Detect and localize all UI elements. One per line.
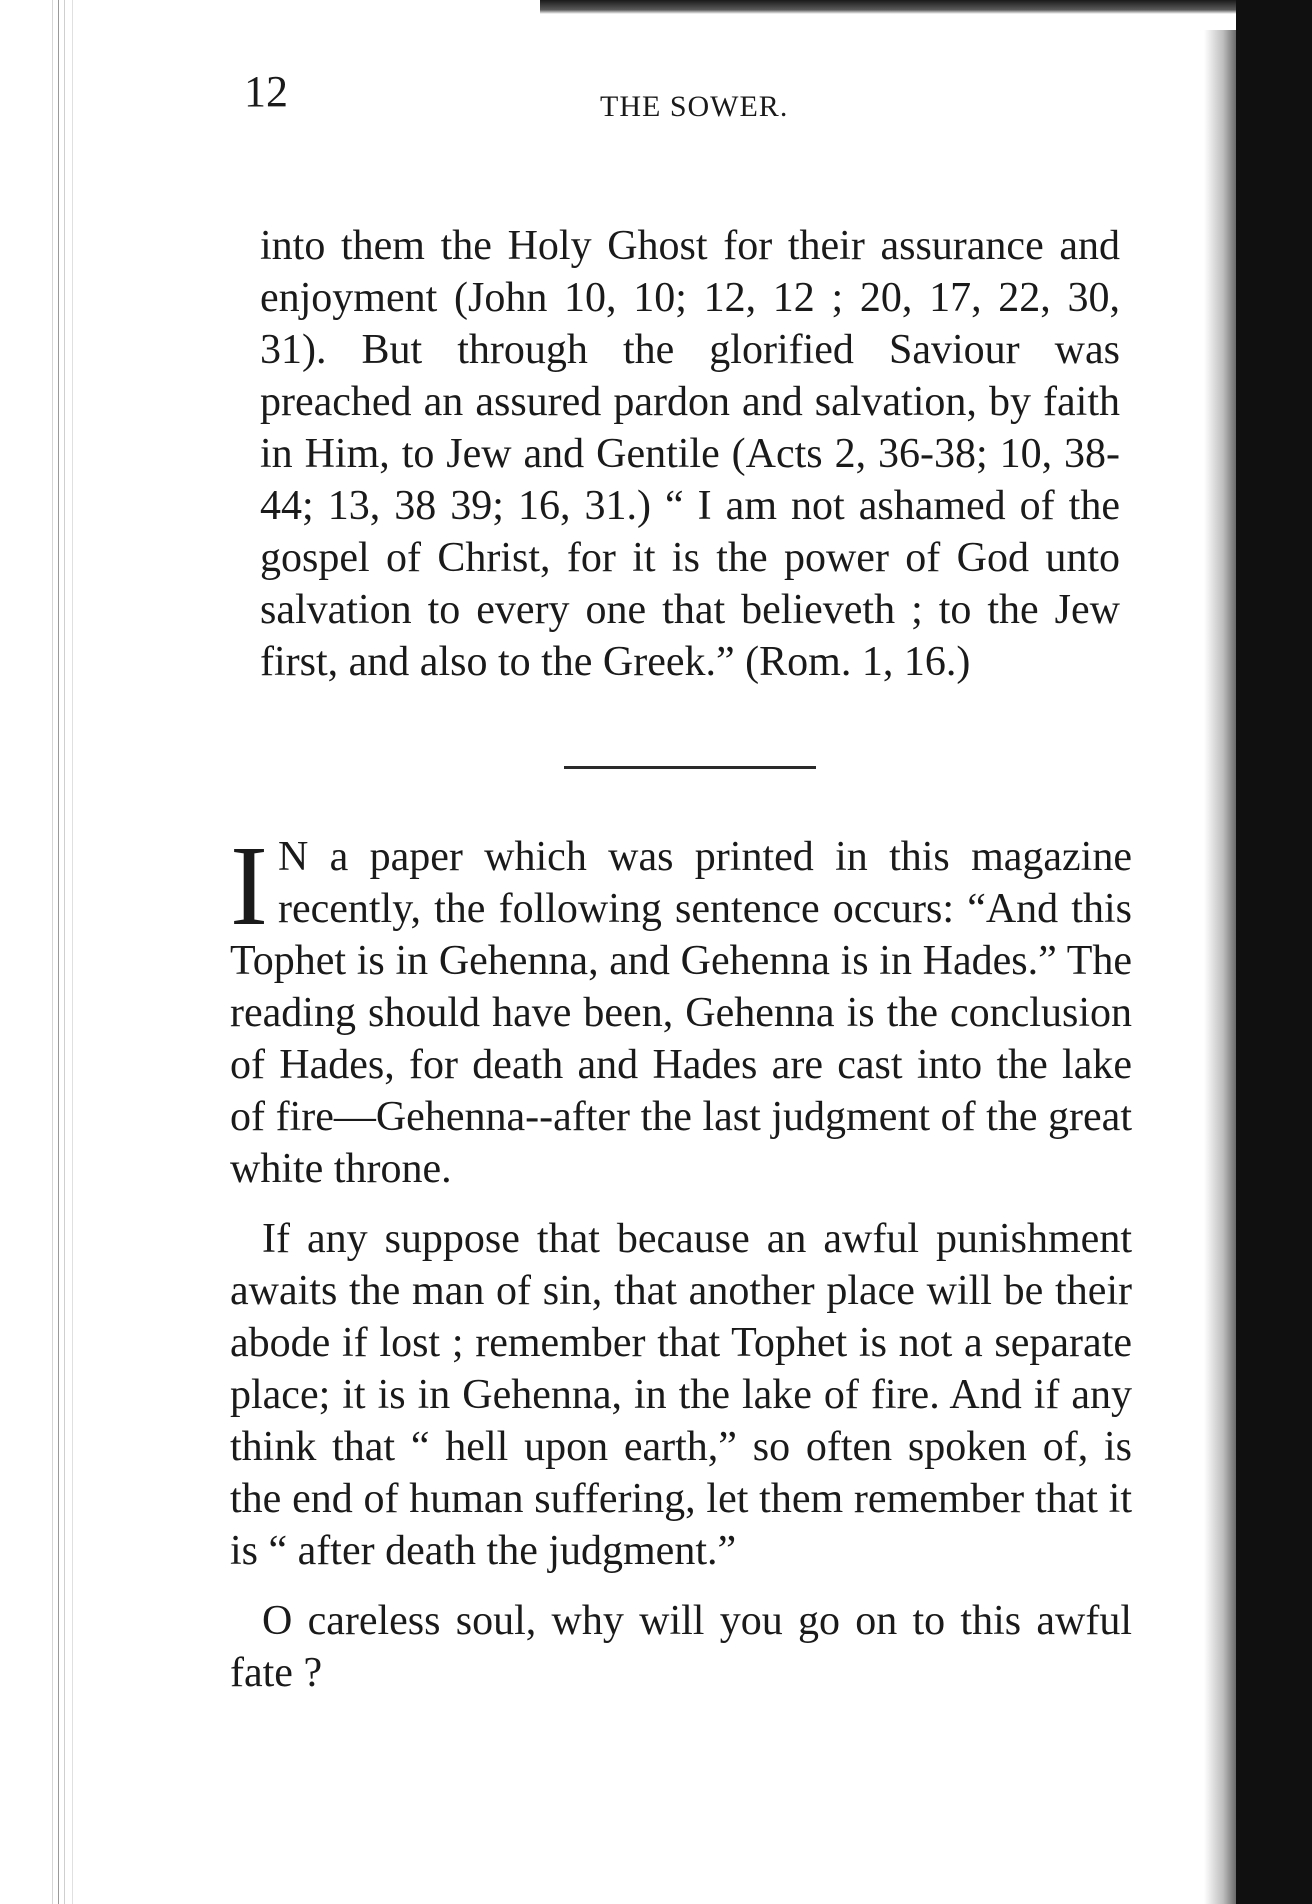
article-lead-paragraph <box>230 822 1132 1195</box>
binding-gutter <box>52 0 80 1904</box>
drop-cap: I <box>230 822 268 949</box>
page-number: 12 <box>244 67 288 116</box>
page-edge-shadow <box>1204 30 1236 1904</box>
binding-line <box>58 0 59 1904</box>
article-paragraph: O careless soul, why will you go on to this awful fate ? <box>230 1598 1132 1696</box>
running-head <box>220 60 1140 130</box>
book-page <box>220 60 1140 1717</box>
lead-text: N a paper which was printed in this magazine recently, the following sentence occurs: “And this Tophet is in Gehenna, and Gehenna is in Hades.” The reading should have been, Gehenna is the conclusion of Hades, for death and Hades are cast into the lake of fire—Gehenna--after the last judgment of the great white throne. <box>230 834 1132 1192</box>
continued-paragraph: into them the Holy Ghost for their assurance and enjoyment (John 10, 10; 12, 12 ; 20, 17, 22, 30, 31). But through the glorified Saviour was preached an assured pardon and salvation, by faith in Him, to Jew and Gentile (Acts 2, 36-38; 10, 38-44; 13, 38 39; 16, 31.) “ I am not ashamed of the gospel of Christ, for it is the power of God unto salvation to every one that believeth ; to the Jew first, and also to the Greek.” (Rom. 1, 16.) <box>260 223 1120 685</box>
article-body <box>220 822 1132 1699</box>
running-title: THE SOWER. <box>600 90 789 123</box>
binding-line <box>52 0 53 1904</box>
scan-edge-top <box>540 0 1312 14</box>
article-paragraph: If any suppose that because an awful punishment awaits the man of sin, that another place will be their abode if lost ; remember that Tophet is not a separate place; it is in Gehenna, in the lake of fire. And if any think that “ hell upon earth,” so often spoken of, is the end of human suffering, let them remember that it is “ after death the judgment.” <box>230 1216 1132 1574</box>
scan-edge-right <box>1236 0 1312 1904</box>
binding-line <box>72 0 73 1904</box>
binding-line <box>64 0 65 1904</box>
section-divider <box>564 766 816 769</box>
